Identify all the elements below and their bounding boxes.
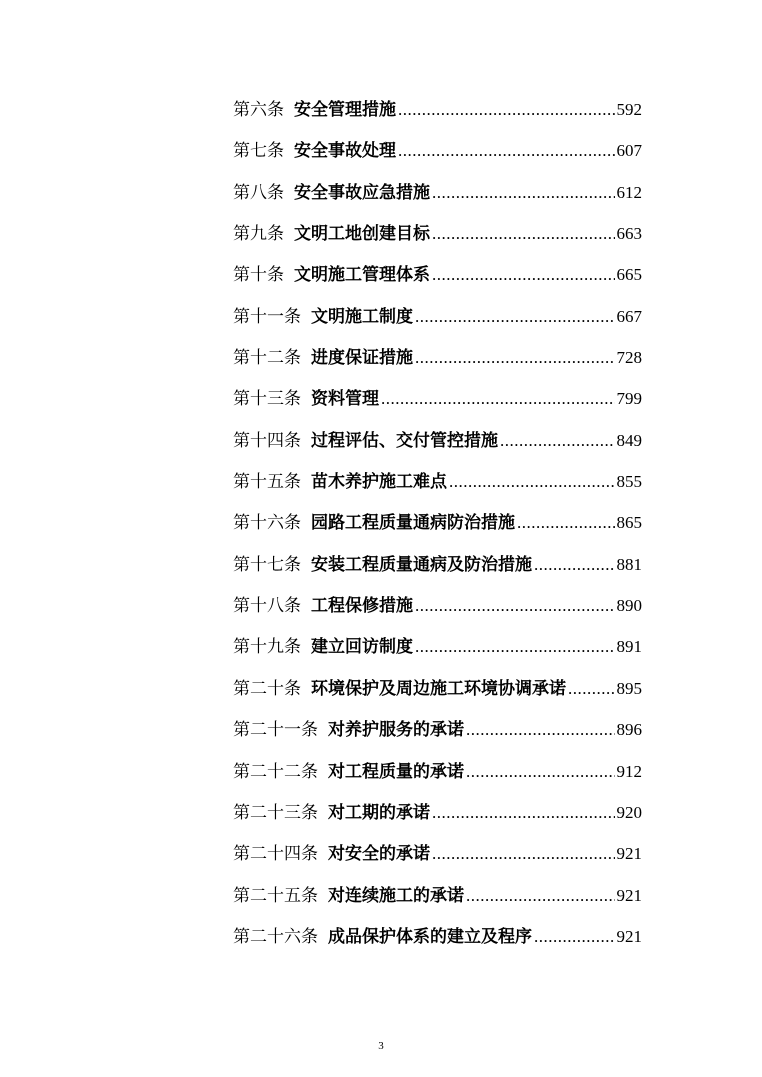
toc-entry-title: 文明工地创建目标 <box>294 224 430 245</box>
toc-entry[interactable] <box>233 502 642 543</box>
toc-dot-leader <box>466 709 615 750</box>
toc-entry[interactable] <box>233 585 642 626</box>
toc-entry-number: 第二十二条 <box>233 761 318 782</box>
toc-dot-leader <box>466 875 615 916</box>
toc-dot-leader <box>415 626 615 667</box>
toc-entry-title: 对工期的承诺 <box>328 802 430 823</box>
toc-entry[interactable] <box>233 833 642 874</box>
toc-entry-title: 安全事故处理 <box>294 141 396 162</box>
toc-dot-leader <box>432 172 615 213</box>
toc-entry-title: 安全管理措施 <box>294 100 396 120</box>
toc-entry-number: 第二十五条 <box>233 885 318 906</box>
toc-entry-title: 进度保证措施 <box>311 348 413 369</box>
page-number: 3 <box>378 1040 384 1052</box>
toc-entry[interactable] <box>233 378 642 419</box>
toc-entry-page: 665 <box>616 265 642 285</box>
toc-entry-title: 对养护服务的承诺 <box>328 720 464 741</box>
toc-entry-page: 799 <box>616 389 642 409</box>
toc-dot-leader <box>432 792 615 833</box>
toc-entry[interactable] <box>233 130 642 171</box>
toc-entry-page: 895 <box>616 678 642 698</box>
toc-entry-number: 第二十条 <box>233 678 301 699</box>
toc-entry-page: 921 <box>616 844 642 864</box>
toc-entry-page: 890 <box>616 596 642 616</box>
toc-entry[interactable] <box>233 89 642 130</box>
toc-entry[interactable] <box>233 792 642 833</box>
toc-dot-leader <box>568 668 615 709</box>
toc-entry-title: 对连续施工的承诺 <box>328 885 464 906</box>
toc-dot-leader <box>398 89 615 130</box>
toc-entry-number: 第七条 <box>233 141 284 162</box>
toc-entry-page: 728 <box>616 348 642 368</box>
toc-entry-number: 第十二条 <box>233 348 301 369</box>
toc-entry[interactable] <box>233 544 642 585</box>
toc-dot-leader <box>415 585 615 626</box>
toc-entry[interactable] <box>233 213 642 254</box>
toc-entry[interactable] <box>233 668 642 709</box>
toc-entry-number: 第六条 <box>233 100 284 120</box>
toc-entry-page: 612 <box>616 182 642 202</box>
toc-entry-number: 第十六条 <box>233 513 301 534</box>
toc-entry-title: 安全事故应急措施 <box>294 182 430 203</box>
toc-entry[interactable] <box>233 172 642 213</box>
toc-entry-number: 第二十六条 <box>233 926 318 947</box>
toc-entry[interactable] <box>233 709 642 750</box>
toc-dot-leader <box>534 916 615 957</box>
toc-entry-page: 881 <box>616 554 642 574</box>
toc-entry-title: 园路工程质量通病防治措施 <box>311 513 515 534</box>
toc-entry[interactable] <box>233 626 642 667</box>
toc-entry-title: 资料管理 <box>311 389 379 410</box>
toc-entry-title: 建立回访制度 <box>311 637 413 658</box>
toc-dot-leader <box>500 420 615 461</box>
toc-entry-number: 第十五条 <box>233 472 301 493</box>
toc-entry-title: 文明施工制度 <box>311 306 413 327</box>
toc-entry-title: 工程保修措施 <box>311 596 413 617</box>
toc-entry-page: 921 <box>616 926 642 946</box>
toc-entry-number: 第二十一条 <box>233 720 318 741</box>
toc-entry-page: 607 <box>616 141 642 161</box>
toc-dot-leader <box>432 833 615 874</box>
toc-entry[interactable] <box>233 254 642 295</box>
toc-entry-number: 第十三条 <box>233 389 301 410</box>
toc-entry-page: 896 <box>616 720 642 740</box>
toc-entry[interactable] <box>233 751 642 792</box>
toc-entry-page: 855 <box>616 472 642 492</box>
toc-entry-page: 663 <box>616 224 642 244</box>
toc-entry-number: 第二十三条 <box>233 802 318 823</box>
toc-entry-number: 第十四条 <box>233 430 301 451</box>
toc-dot-leader <box>466 751 615 792</box>
toc-entry-title: 对安全的承诺 <box>328 844 430 865</box>
toc-dot-leader <box>432 213 615 254</box>
toc-dot-leader <box>398 130 615 171</box>
toc-dot-leader <box>432 254 615 295</box>
toc-entry[interactable] <box>233 916 642 957</box>
toc-entry[interactable] <box>233 420 642 461</box>
toc-dot-leader <box>415 337 615 378</box>
toc-dot-leader <box>415 296 615 337</box>
toc-entry-page: 592 <box>616 100 642 119</box>
toc-entry-page: 667 <box>616 306 642 326</box>
toc-entry-number: 第十八条 <box>233 596 301 617</box>
toc-entry-page: 865 <box>616 513 642 533</box>
toc-dot-leader <box>381 378 615 419</box>
toc-entry[interactable] <box>233 875 642 916</box>
toc-entry-number: 第十七条 <box>233 554 301 575</box>
toc-entry-number: 第十条 <box>233 265 284 286</box>
toc-entry-page: 849 <box>616 430 642 450</box>
toc-dot-leader <box>449 461 615 502</box>
toc-entry[interactable] <box>233 461 642 502</box>
toc-entry-page: 920 <box>616 802 642 822</box>
toc-entry-title: 安装工程质量通病及防治措施 <box>311 554 532 575</box>
toc-entry-number: 第九条 <box>233 224 284 245</box>
toc-dot-leader <box>517 502 615 543</box>
toc-entry[interactable] <box>233 296 642 337</box>
toc-entry-title: 苗木养护施工难点 <box>311 472 447 493</box>
toc-entry-number: 第十九条 <box>233 637 301 658</box>
toc-entry-page: 912 <box>616 761 642 781</box>
toc-entry-page: 891 <box>616 637 642 657</box>
toc-entry-title: 对工程质量的承诺 <box>328 761 464 782</box>
toc-entry-title: 成品保护体系的建立及程序 <box>328 926 532 947</box>
toc-entry-page: 921 <box>616 885 642 905</box>
toc-entry-title: 环境保护及周边施工环境协调承诺 <box>311 678 566 699</box>
toc-dot-leader <box>534 544 615 585</box>
toc-entry[interactable] <box>233 337 642 378</box>
toc-entry-number: 第八条 <box>233 182 284 203</box>
toc-entry-title: 文明施工管理体系 <box>294 265 430 286</box>
table-of-contents <box>233 89 642 957</box>
toc-entry-title: 过程评估、交付管控措施 <box>311 430 498 451</box>
toc-entry-number: 第十一条 <box>233 306 301 327</box>
toc-entry-number: 第二十四条 <box>233 844 318 865</box>
